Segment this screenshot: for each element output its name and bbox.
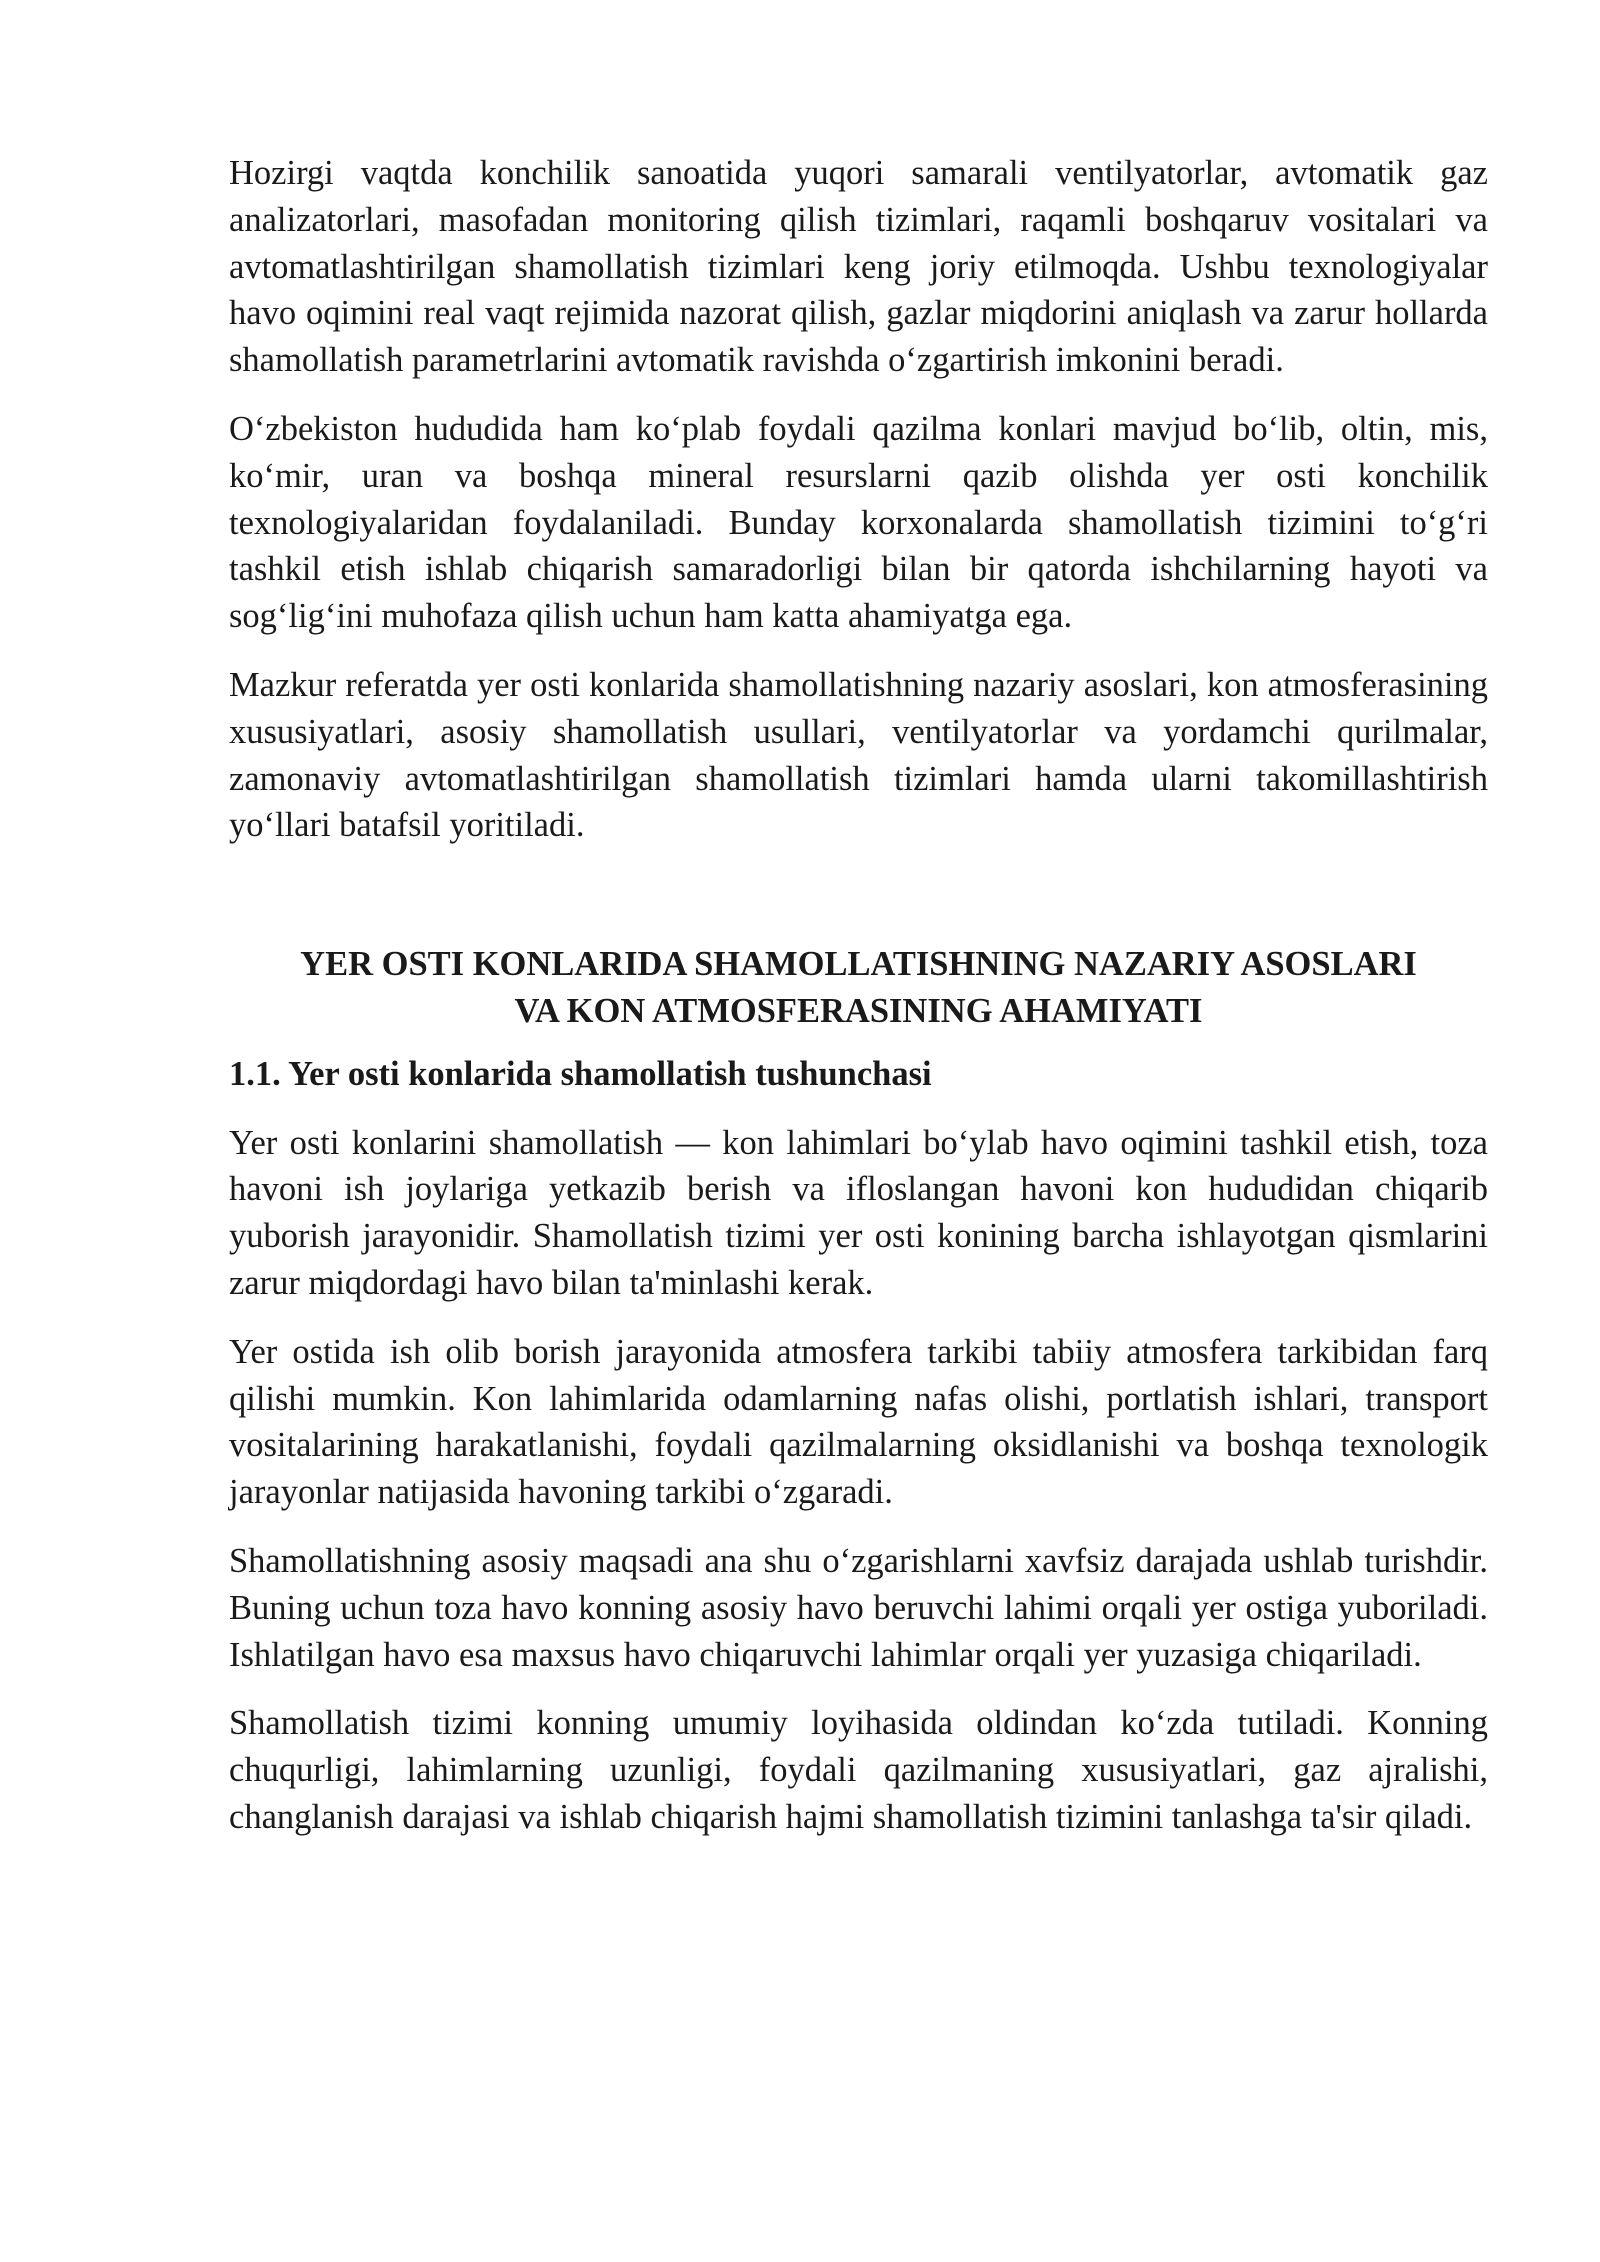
section-heading: 1.1. Yer osti konlarida shamollatish tushunchasi bbox=[229, 1054, 932, 1093]
intro-section bbox=[229, 150, 1488, 849]
chapter-title-line-1: YER OSTI KONLARIDA SHAMOLLATISHNING NAZARIY ASOSLARI bbox=[300, 945, 1417, 984]
intro-paragraph-2: Oʻzbekiston hududida ham koʻplab foydali qazilma konlari mavjud boʻlib, oltin, mis, koʻmir, uran va boshqa mineral resurslarni qazib olishda yer osti konchilik texnologiyalaridan foydalaniladi. Bunday korxonalarda shamollatish tizimini toʻgʻri tashkil etish ishlab chiqarish samaradorligi bilan bir qatorda ishchilarning hayoti va sogʻligʻini muhofaza qilish uchun ham katta ahamiyatga ega. bbox=[229, 409, 1488, 636]
section-paragraph-1: Yer osti konlarini shamollatish — kon lahimlari boʻylab havo oqimini tashkil etish, toza havoni ish joylariga yetkazib berish va ifloslangan havoni kon hududidan chiqarib yuborish jarayonidir. Shamollatish tizimi yer osti konining barcha ishlayotgan qismlarini zarur miqdordagi havo bilan ta'minlashi kerak. bbox=[229, 1123, 1488, 1302]
chapter-title bbox=[229, 941, 1488, 1035]
section-paragraph-3: Shamollatishning asosiy maqsadi ana shu oʻzgarishlarni xavfsiz darajada ushlab turishdir. Buning uchun toza havo konning asosiy havo beruvchi lahimi orqali yer ostiga yuboriladi. Ishlatilgan havo esa maxsus havo chiqaruvchi lahimlar orqali yer yuzasiga chiqariladi. bbox=[229, 1541, 1488, 1674]
intro-paragraph-3: Mazkur referatda yer osti konlarida shamollatishning nazariy asoslari, kon atmosferasining xususiyatlari, asosiy shamollatish usullari, ventilyatorlar va yordamchi qurilmalar, zamonaviy avtomatlashtirilgan shamollatish tizimlari hamda ularni takomillashtirish yoʻllari batafsil yoritiladi. bbox=[229, 665, 1488, 845]
intro-paragraph-1: Hozirgi vaqtda konchilik sanoatida yuqori samarali ventilyatorlar, avtomatik gaz analizatorlari, masofadan monitoring qilish tizimlari, raqamli boshqaruv vositalari va avtomatlashtirilgan shamollatish tizimlari keng joriy etilmoqda. Ushbu texnologiyalar havo oqimini real vaqt rejimida nazorat qilish, gazlar miqdorini aniqlash va zarur hollarda shamollatish parametrlarini avtomatik ravishda oʻzgartirish imkonini beradi. bbox=[229, 154, 1488, 380]
chapter-title-line-2: VA KON ATMOSFERASINING AHAMIYATI bbox=[514, 991, 1203, 1030]
section-body bbox=[229, 1120, 1488, 1841]
section-paragraph-4: Shamollatish tizimi konning umumiy loyihasida oldindan koʻzda tutiladi. Konning chuqurligi, lahimlarning uzunligi, foydali qazilmaning xususiyatlari, gaz ajralishi, changlanish darajasi va ishlab chiqarish hajmi shamollatish tizimini tanlashga ta'sir qiladi. bbox=[229, 1704, 1488, 1836]
section-paragraph-2: Yer ostida ish olib borish jarayonida atmosfera tarkibi tabiiy atmosfera tarkibidan farq qilishi mumkin. Kon lahimlarida odamlarning nafas olishi, portlatish ishlari, transport vositalarining harakatlanishi, foydali qazilmalarning oksidlanishi va boshqa texnologik jarayonlar natijasida havoning tarkibi oʻzgaradi. bbox=[229, 1332, 1488, 1512]
